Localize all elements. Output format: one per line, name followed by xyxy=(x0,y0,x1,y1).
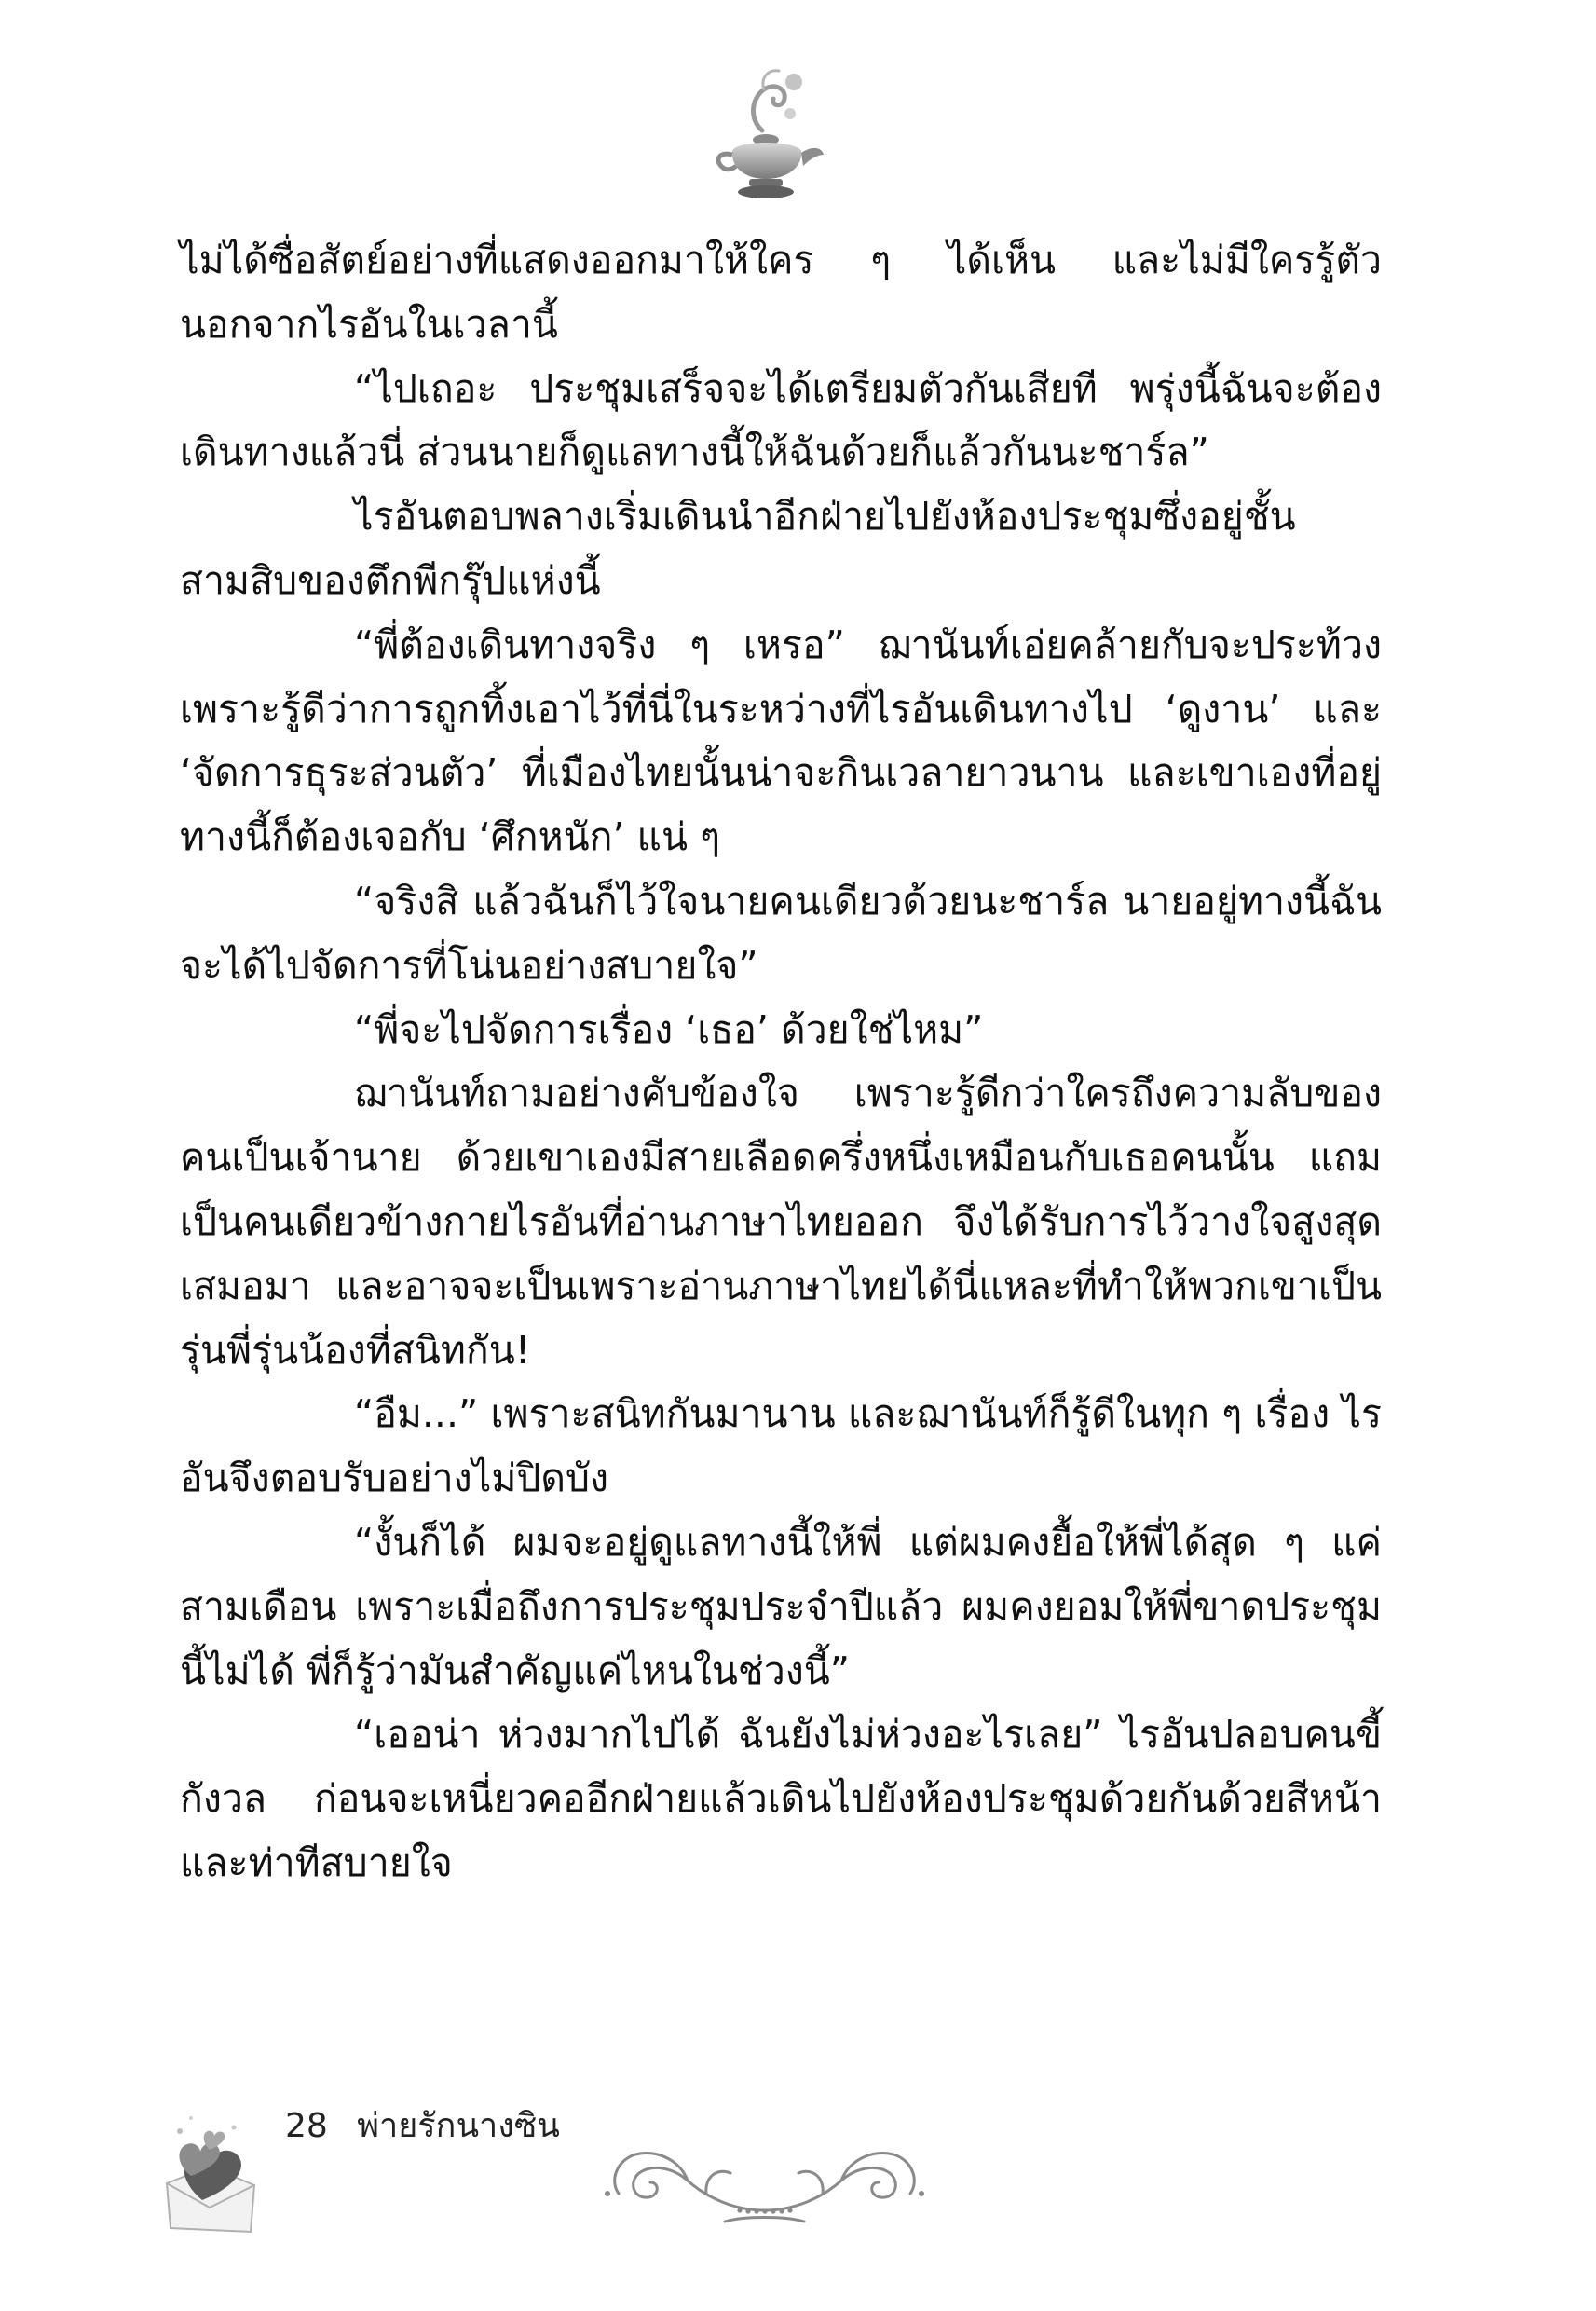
paragraph: “อืม...” เพราะสนิทกันมานาน และฌานันท์ก็รู้ดีในทุก ๆ เรื่อง ไรอันจึงตอบรับอย่างไม่ปิดบัง xyxy=(180,1391,1382,1501)
paragraph: ไรอันตอบพลางเริ่มเดินนำอีกฝ่ายไปยังห้องประชุมซึ่งอยู่ชั้นสามสิบของตึกพีกรุ๊ปแห่งนี้ xyxy=(180,494,1296,603)
paragraph: “เออน่า ห่วงมากไปได้ ฉันยังไม่ห่วงอะไรเลย” ไรอันปลอบคนขี้กังวล ก่อนจะเหนี่ยวคออีกฝ่ายแล้วเดินไปยังห้องประชุมด้วยกันด้วยสีหน้าและท่าทีสบายใจ xyxy=(180,1712,1382,1885)
paragraph: ฌานันท์ถามอย่างคับข้องใจ เพราะรู้ดีกว่าใครถึงความลับของคนเป็นเจ้านาย ด้วยเขาเองมีสายเลือดครึ่งหนึ่งเหมือนกับเธอคนนั้น แถมเป็นคนเดียวข้างกายไรอันที่อ่านภาษาไทยออก จึงได้รับการไว้วางใจสูงสุดเสมอมา และอาจจะเป็นเพราะอ่านภาษาไทยได้นี่แหละที่ทำให้พวกเขาเป็นรุ่นพี่รุ่นน้องที่สนิทกัน! xyxy=(180,1071,1382,1373)
page-footer xyxy=(285,2106,560,2147)
paragraph: ไม่ได้ซื่อสัตย์อย่างที่แสดงออกมาให้ใคร ๆ ได้เห็น และไม่มีใครรู้ตัวนอกจากไรอันในเวลานี้ xyxy=(180,238,1382,347)
chapter-body xyxy=(180,228,1382,1895)
book-title: พ่ายรักนางซิน xyxy=(357,2107,560,2145)
genie-lamp-icon xyxy=(704,65,825,210)
flourish-divider-icon xyxy=(594,2132,934,2239)
paragraph: “พี่ต้องเดินทางจริง ๆ เหรอ” ฌานันท์เอ่ยคล้ายกับจะประท้วงเพราะรู้ดีว่าการถูกทิ้งเอาไว้ที่นี่ในระหว่างที่ไรอันเดินทางไป ‘ดูงาน’ และ ‘จัดการธุระส่วนตัว’ ที่เมืองไทยนั้นน่าจะกินเวลายาวนาน และเขาเองที่อยู่ทางนี้ก็ต้องเจอกับ ‘ศึกหนัก’ แน่ ๆ xyxy=(180,622,1382,860)
page-number: 28 xyxy=(285,2107,328,2145)
paragraph: “ไปเถอะ ประชุมเสร็จจะได้เตรียมตัวกันเสียที พรุ่งนี้ฉันจะต้องเดินทางแล้วนี่ ส่วนนายก็ดูแลทางนี้ให้ฉันด้วยก็แล้วกันนะชาร์ล” xyxy=(180,365,1382,475)
paragraph: “พี่จะไปจัดการเรื่อง ‘เธอ’ ด้วยใช่ไหม” xyxy=(354,1006,984,1052)
paragraph: “งั้นก็ได้ ผมจะอยู่ดูแลทางนี้ให้พี่ แต่ผมคงยื้อให้พี่ได้สุด ๆ แค่สามเดือน เพราะเมื่อถึงการประชุมประจำปีแล้ว ผมคงยอมให้พี่ขาดประชุมนี้ไม่ได้ พี่ก็รู้ว่ามันสำคัญแค่ไหนในช่วงนี้” xyxy=(180,1519,1382,1693)
paragraph: “จริงสิ แล้วฉันก็ไว้ใจนายคนเดียวด้วยนะชาร์ล นายอยู่ทางนี้ฉันจะได้ไปจัดการที่โน่นอย่างสบายใจ” xyxy=(180,878,1382,988)
heart-envelope-icon xyxy=(154,2111,266,2236)
